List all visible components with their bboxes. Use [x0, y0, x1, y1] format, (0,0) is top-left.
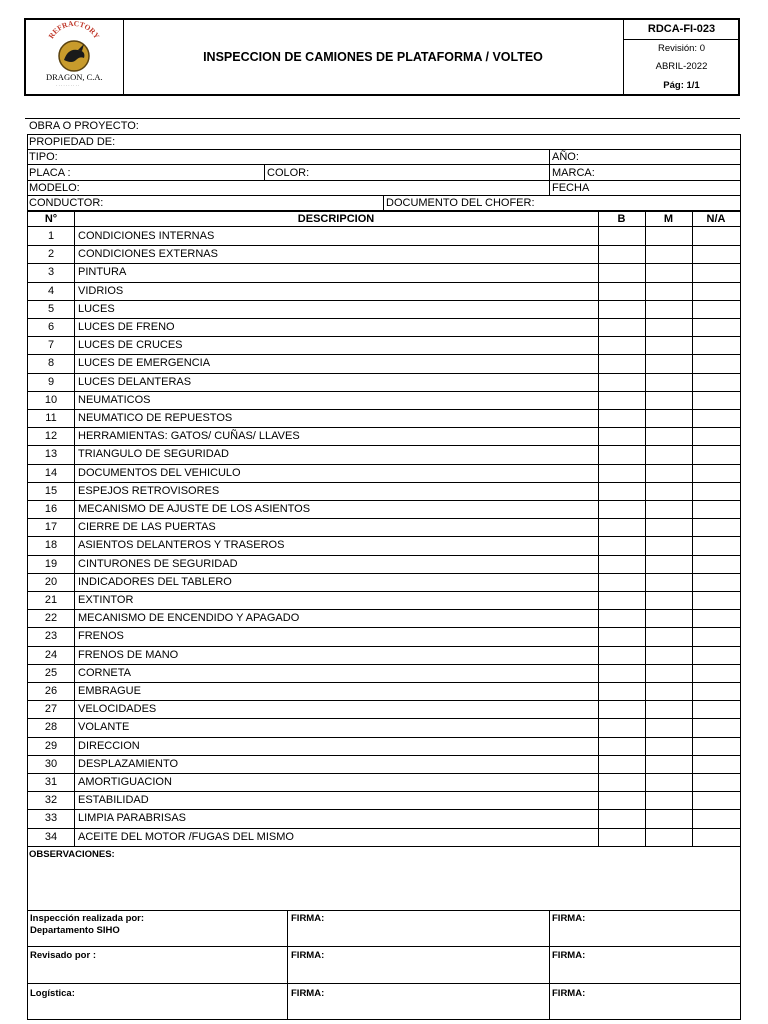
item-number: 27: [44, 703, 58, 716]
check-cell-m[interactable]: [646, 536, 692, 553]
check-cell-m[interactable]: [646, 718, 692, 735]
item-description: VELOCIDADES: [78, 703, 157, 716]
item-number: 17: [44, 521, 58, 534]
color-field-label[interactable]: COLOR:: [267, 167, 310, 179]
item-description: LUCES DE CRUCES: [78, 339, 183, 352]
item-description: VOLANTE: [78, 721, 130, 734]
item-description: FRENOS DE MANO: [78, 648, 179, 661]
item-description: DOCUMENTOS DEL VEHICULO: [78, 466, 241, 479]
firma-field[interactable]: FIRMA:: [552, 988, 586, 999]
check-cell-na[interactable]: [693, 700, 739, 717]
check-cell-b[interactable]: [599, 518, 645, 535]
col-header-b: B: [617, 213, 626, 225]
item-description: DIRECCION: [78, 739, 140, 752]
item-description: NEUMATICOS: [78, 393, 151, 406]
check-cell-m[interactable]: [646, 646, 692, 663]
check-cell-m[interactable]: [646, 828, 692, 845]
item-number: 8: [47, 357, 55, 370]
item-description: TRIANGULO DE SEGURIDAD: [78, 448, 229, 461]
item-description: LUCES DE FRENO: [78, 321, 175, 333]
item-number: 28: [44, 721, 58, 734]
item-description: MECANISMO DE AJUSTE DE LOS ASIENTOS: [78, 503, 311, 515]
check-cell-na[interactable]: [693, 427, 739, 444]
check-cell-m[interactable]: [646, 409, 692, 426]
item-description: CORNETA: [78, 666, 131, 679]
row-divider: [27, 164, 741, 165]
check-cell-na[interactable]: [693, 755, 739, 772]
check-cell-na[interactable]: [693, 646, 739, 663]
item-number: 31: [44, 776, 58, 788]
item-number: 14: [44, 466, 58, 479]
item-number: 12: [44, 430, 58, 443]
check-cell-na[interactable]: [693, 682, 739, 699]
check-cell-na[interactable]: [693, 354, 739, 371]
check-cell-m[interactable]: [646, 373, 692, 390]
item-description: ASIENTOS DELANTEROS Y TRASEROS: [78, 539, 285, 552]
check-cell-b[interactable]: [599, 627, 645, 644]
check-cell-na[interactable]: [693, 828, 739, 845]
check-cell-na[interactable]: [693, 573, 739, 590]
check-cell-b[interactable]: [599, 700, 645, 717]
check-cell-na[interactable]: [693, 318, 739, 335]
check-cell-m[interactable]: [646, 391, 692, 408]
item-number: 5: [47, 302, 55, 315]
departamento-label: Departamento SIHO: [30, 925, 120, 936]
check-cell-na[interactable]: [693, 445, 739, 462]
check-cell-na[interactable]: [693, 227, 739, 244]
check-cell-na[interactable]: [693, 737, 739, 754]
item-number: 4: [47, 284, 55, 297]
item-number: 22: [44, 612, 58, 625]
item-number: 19: [44, 557, 58, 570]
check-cell-b[interactable]: [599, 409, 645, 426]
check-cell-m[interactable]: [646, 591, 692, 608]
check-cell-m[interactable]: [646, 518, 692, 535]
check-cell-b[interactable]: [599, 336, 645, 353]
check-cell-m[interactable]: [646, 755, 692, 772]
item-number: 9: [47, 375, 55, 388]
item-number: 13: [44, 448, 58, 461]
check-cell-m[interactable]: [646, 336, 692, 353]
check-cell-na[interactable]: [693, 263, 739, 280]
item-description: ESTABILIDAD: [78, 794, 149, 807]
item-description: EXTINTOR: [78, 594, 134, 606]
item-description: EMBRAGUE: [78, 685, 141, 697]
item-number: 32: [44, 794, 58, 807]
item-number: 20: [44, 575, 58, 588]
item-description: VIDRIOS: [78, 284, 124, 297]
col-divider: [287, 910, 288, 1020]
check-cell-na[interactable]: [693, 482, 739, 499]
firma-field[interactable]: FIRMA:: [291, 913, 325, 924]
col-divider: [264, 164, 265, 180]
observaciones-label: OBSERVACIONES:: [29, 849, 115, 860]
col-header-number: N°: [44, 213, 58, 225]
item-description: NEUMATICO DE REPUESTOS: [78, 412, 233, 424]
document-title: INSPECCION DE CAMIONES DE PLATAFORMA / VOLTEO: [203, 50, 543, 64]
check-cell-b[interactable]: [599, 591, 645, 608]
check-cell-na[interactable]: [693, 518, 739, 535]
anio-field-label[interactable]: AÑO:: [552, 151, 579, 163]
check-cell-na[interactable]: [693, 627, 739, 644]
row-divider: [27, 180, 741, 181]
check-cell-b[interactable]: [599, 828, 645, 845]
check-cell-na[interactable]: [693, 664, 739, 681]
row-divider: [27, 946, 741, 947]
check-cell-b[interactable]: [599, 245, 645, 262]
item-number: 3: [47, 266, 55, 279]
check-cell-b[interactable]: [599, 609, 645, 626]
check-cell-na[interactable]: [693, 609, 739, 626]
item-description: HERRAMIENTAS: GATOS/ CUÑAS/ LLAVES: [78, 430, 300, 443]
item-description: ACEITE DEL MOTOR /FUGAS DEL MISMO: [78, 830, 294, 843]
check-cell-na[interactable]: [693, 373, 739, 390]
logo-company-name: DRAGON, C.A.: [46, 72, 103, 82]
item-description: CONDICIONES INTERNAS: [78, 230, 215, 242]
logistica-label: Logística:: [30, 988, 75, 999]
item-description: DESPLAZAMIENTO: [78, 757, 179, 770]
check-cell-na[interactable]: [693, 555, 739, 572]
col-header-na: N/A: [706, 213, 726, 225]
check-cell-na[interactable]: [693, 464, 739, 481]
inspeccion-label: Inspección realizada por:: [30, 913, 145, 924]
check-cell-b[interactable]: [599, 373, 645, 390]
conductor-field-label[interactable]: CONDUCTOR:: [29, 197, 104, 209]
item-number: 2: [47, 248, 55, 261]
item-description: LUCES DELANTERAS: [78, 375, 192, 388]
check-cell-b[interactable]: [599, 536, 645, 553]
check-cell-b[interactable]: [599, 718, 645, 735]
firma-field[interactable]: FIRMA:: [552, 913, 586, 924]
item-description: LUCES: [78, 302, 115, 315]
item-description: CONDICIONES EXTERNAS: [78, 248, 218, 261]
item-number: 11: [45, 412, 57, 424]
check-cell-m[interactable]: [646, 500, 692, 517]
item-description: MECANISMO DE ENCENDIDO Y APAGADO: [78, 612, 300, 625]
revisado-label: Revisado por :: [30, 950, 96, 961]
revision-label: Revisión: 0: [658, 42, 705, 54]
item-number: 21: [44, 594, 58, 606]
row-divider: [27, 195, 741, 196]
item-number: 34: [44, 830, 58, 843]
placa-field-label[interactable]: PLACA :: [29, 167, 71, 179]
check-cell-b[interactable]: [599, 318, 645, 335]
check-cell-b[interactable]: [599, 482, 645, 499]
svg-text:REFRACTORY: REFRACTORY: [46, 20, 102, 41]
item-number: 16: [44, 503, 58, 515]
company-logo: [26, 20, 124, 94]
firma-field[interactable]: FIRMA:: [552, 950, 586, 961]
check-cell-na[interactable]: [693, 245, 739, 262]
check-cell-na[interactable]: [693, 336, 739, 353]
signature-section: [27, 910, 741, 1020]
check-cell-na[interactable]: [693, 773, 739, 790]
check-cell-na[interactable]: [693, 391, 739, 408]
check-cell-m[interactable]: [646, 791, 692, 808]
marca-field-label[interactable]: MARCA:: [552, 167, 595, 179]
document-meta: [623, 20, 739, 94]
obra-field-label[interactable]: OBRA O PROYECTO:: [29, 120, 139, 132]
check-cell-b[interactable]: [599, 809, 645, 826]
item-description: ESPEJOS RETROVISORES: [78, 484, 220, 497]
check-cell-b[interactable]: [599, 464, 645, 481]
check-cell-m[interactable]: [646, 773, 692, 790]
check-cell-m[interactable]: [646, 427, 692, 444]
check-cell-m[interactable]: [646, 682, 692, 699]
check-cell-b[interactable]: [599, 354, 645, 371]
check-cell-m[interactable]: [646, 627, 692, 644]
check-cell-m[interactable]: [646, 809, 692, 826]
item-number: 15: [44, 484, 58, 497]
check-cell-m[interactable]: [646, 464, 692, 481]
col-header-description: DESCRIPCION: [297, 213, 375, 225]
check-cell-b[interactable]: [599, 555, 645, 572]
check-cell-m[interactable]: [646, 737, 692, 754]
item-number: 1: [47, 230, 55, 242]
item-description: LIMPIA PARABRISAS: [78, 812, 187, 825]
check-cell-na[interactable]: [693, 300, 739, 317]
check-cell-b[interactable]: [599, 300, 645, 317]
item-number: 7: [47, 339, 55, 352]
check-cell-b[interactable]: [599, 773, 645, 790]
check-cell-m[interactable]: [646, 245, 692, 262]
document-code: RDCA-FI-023: [624, 20, 739, 40]
document-header: [24, 18, 740, 96]
check-cell-na[interactable]: [693, 809, 739, 826]
check-cell-m[interactable]: [646, 700, 692, 717]
logo-fine-print: · · · · · · · · · ·: [56, 83, 80, 88]
check-cell-b[interactable]: [599, 573, 645, 590]
check-cell-b[interactable]: [599, 646, 645, 663]
item-number: 18: [44, 539, 58, 552]
check-cell-m[interactable]: [646, 609, 692, 626]
documento-chofer-field-label[interactable]: DOCUMENTO DEL CHOFER:: [386, 197, 535, 209]
check-cell-na[interactable]: [693, 409, 739, 426]
item-description: FRENOS: [78, 630, 124, 643]
check-cell-m[interactable]: [646, 318, 692, 335]
item-number: 24: [44, 648, 58, 661]
check-cell-na[interactable]: [693, 791, 739, 808]
fecha-field-label[interactable]: FECHA: [552, 182, 590, 194]
check-cell-na[interactable]: [693, 500, 739, 517]
item-description: LUCES DE EMERGENCIA: [78, 357, 211, 370]
modelo-field-label[interactable]: MODELO:: [29, 182, 80, 194]
item-description: CINTURONES DE SEGURIDAD: [78, 557, 238, 570]
check-cell-b[interactable]: [599, 391, 645, 408]
check-cell-b[interactable]: [599, 445, 645, 462]
item-number: 30: [44, 757, 58, 770]
check-cell-b[interactable]: [599, 682, 645, 699]
item-number: 29: [44, 739, 58, 752]
col-divider: [549, 149, 550, 196]
check-cell-b[interactable]: [599, 263, 645, 280]
item-number: 6: [47, 321, 55, 333]
revision-date: ABRIL-2022: [655, 61, 708, 73]
col-divider: [549, 910, 550, 1020]
check-cell-b[interactable]: [599, 755, 645, 772]
item-description: PINTURA: [78, 266, 127, 279]
check-cell-b[interactable]: [599, 282, 645, 299]
check-cell-m[interactable]: [646, 300, 692, 317]
check-cell-na[interactable]: [693, 536, 739, 553]
col-divider: [383, 195, 384, 211]
check-cell-b[interactable]: [599, 427, 645, 444]
check-cell-na[interactable]: [693, 591, 739, 608]
check-cell-b[interactable]: [599, 227, 645, 244]
row-divider: [27, 983, 741, 984]
check-cell-m[interactable]: [646, 282, 692, 299]
observaciones-box[interactable]: [27, 846, 741, 911]
check-cell-b[interactable]: [599, 737, 645, 754]
check-cell-m[interactable]: [646, 482, 692, 499]
check-cell-b[interactable]: [599, 791, 645, 808]
item-description: INDICADORES DEL TABLERO: [78, 575, 232, 588]
check-cell-b[interactable]: [599, 664, 645, 681]
item-description: CIERRE DE LAS PUERTAS: [78, 521, 216, 534]
check-cell-m[interactable]: [646, 573, 692, 590]
item-number: 33: [44, 812, 58, 825]
tipo-field-label[interactable]: TIPO:: [29, 151, 58, 163]
check-cell-na[interactable]: [693, 718, 739, 735]
item-number: 23: [44, 630, 58, 643]
firma-field[interactable]: FIRMA:: [291, 988, 325, 999]
check-cell-m[interactable]: [646, 664, 692, 681]
page-number: Pág: 1/1: [663, 79, 700, 91]
propiedad-field-label[interactable]: PROPIEDAD DE:: [29, 136, 116, 148]
check-cell-m[interactable]: [646, 227, 692, 244]
item-number: 10: [44, 393, 58, 406]
vehicle-info-section: [27, 134, 741, 211]
check-cell-na[interactable]: [693, 282, 739, 299]
firma-field[interactable]: FIRMA:: [291, 950, 325, 961]
check-cell-m[interactable]: [646, 263, 692, 280]
item-description: AMORTIGUACION: [78, 776, 172, 788]
check-cell-m[interactable]: [646, 445, 692, 462]
col-header-m: M: [663, 213, 674, 225]
item-number: 26: [44, 685, 58, 697]
item-number: 25: [44, 666, 58, 679]
row-divider: [27, 149, 741, 150]
check-cell-m[interactable]: [646, 555, 692, 572]
check-cell-m[interactable]: [646, 354, 692, 371]
check-cell-b[interactable]: [599, 500, 645, 517]
